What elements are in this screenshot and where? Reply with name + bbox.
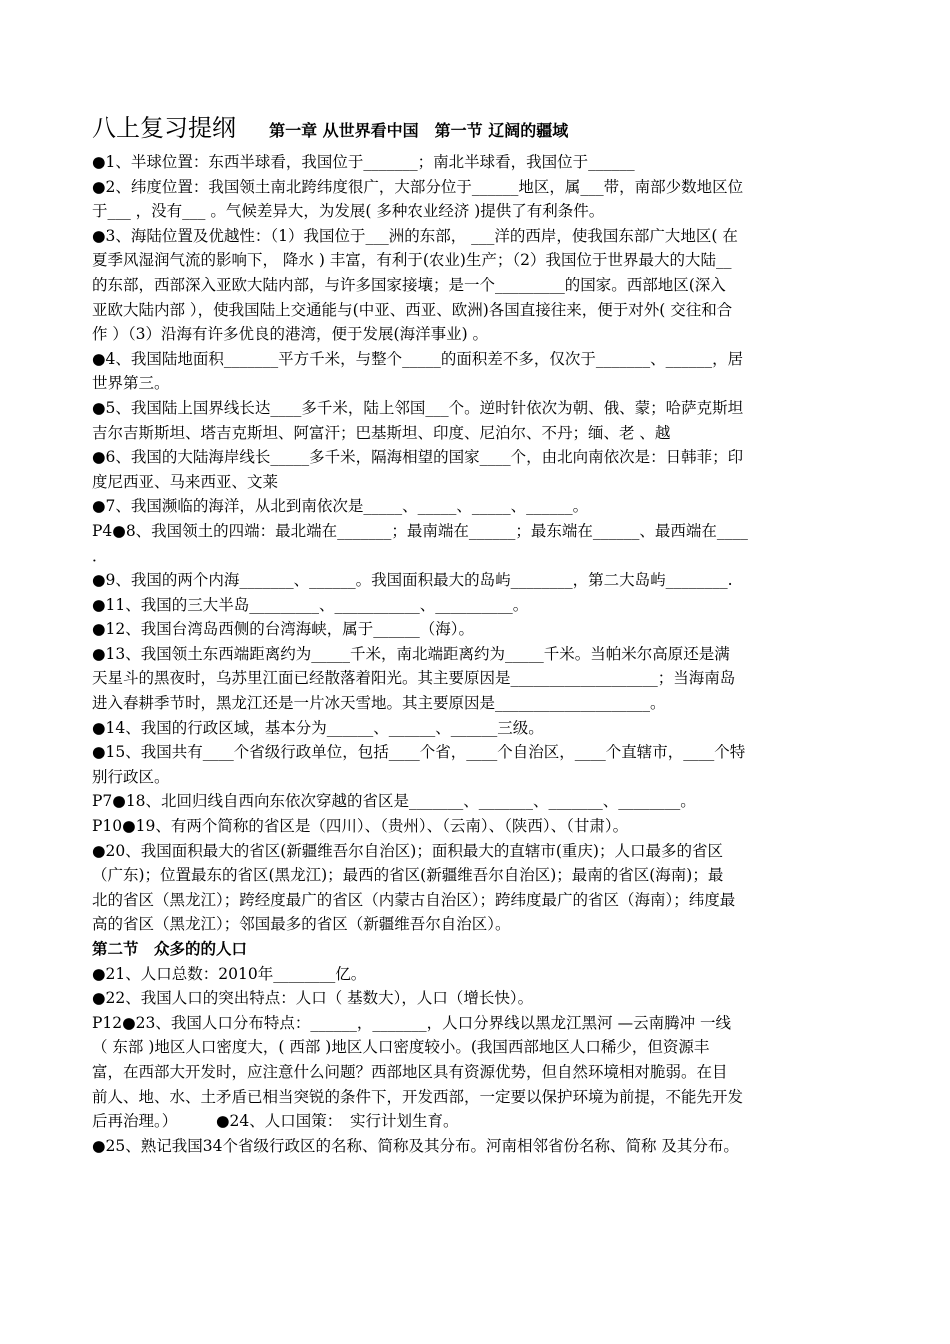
- outline-line: ●21、人口总数：2010年________亿。: [92, 964, 367, 983]
- outline-line: 亚欧大陆内部 ），使我国陆上交通能与(中亚、西亚、欧洲)各国直接往来，便于对外( 交往和合: [92, 300, 733, 319]
- outline-line: P7●18、北回归线自西向东依次穿越的省区是_______、_______、_______、________。: [92, 792, 696, 811]
- outline-line: 后再治理。） ●24、人口国策： 实行计划生育。: [92, 1112, 459, 1131]
- document-title: 八上复习提纲: [92, 114, 236, 142]
- outline-line: ●9、我国的两个内海_______、______。我国面积最大的岛屿________，第二大岛屿________.: [92, 571, 733, 590]
- outline-line: ●5、我国陆上国界线长达____多千米，陆上邻国___个。逆时针依次为朝、俄、蒙；哈萨克斯坦: [92, 398, 744, 417]
- outline-line: ●1、半球位置：东西半球看，我国位于_______；南北半球看，我国位于______: [92, 153, 635, 171]
- outline-line: P4●8、我国领土的四端：最北端在_______；最南端在______；最东端在______、最西端在____: [92, 521, 748, 540]
- title-line: [92, 108, 568, 143]
- outline-line: ●2、纬度位置：我国领土南北跨纬度很广，大部分位于______地区，属___带，南部少数地区位: [92, 177, 744, 196]
- outline-line: 高的省区（黑龙江）；邻国最多的省区（新疆维吾尔自治区）。: [92, 915, 511, 934]
- outline-line: ●20、我国面积最大的省区(新疆维吾尔自治区)；面积最大的直辖市(重庆)；人口最多的省区: [92, 841, 723, 860]
- outline-line: 于___ ，没有___ 。气候差异大，为发展( 多种农业经济 )提供了有利条件。: [92, 202, 605, 221]
- outline-line: ●11、我国的三大半岛_________、___________、__________。: [92, 595, 529, 614]
- outline-line: 进入春耕季节时，黑龙江还是一片冰天雪地。其主要原因是____________________。: [92, 694, 666, 713]
- outline-line: 前人、地、水、土矛盾已相当突锐的条件下，开发西部，一定要以保护环境为前提，不能先开发: [92, 1087, 744, 1106]
- outline-line: （广东)；位置最东的省区(黑龙江)；最西的省区(新疆维吾尔自治区)；最南的省区(海南)；最: [92, 866, 724, 885]
- outline-line: ．: [92, 546, 108, 565]
- outline-line: 北的省区（黑龙江）；跨经度最广的省区（内蒙古自治区）；跨纬度最广的省区（海南）；纬度最: [92, 890, 736, 909]
- outline-line: 吉尔吉斯斯坦、塔吉克斯坦、阿富汗；巴基斯坦、印度、尼泊尔、不丹；缅、老 、越: [92, 423, 671, 442]
- outline-line: ●15、我国共有____个省级行政单位，包括____个省，____个自治区，____个直辖市，____个特: [92, 743, 746, 762]
- outline-line: 夏季风湿润气流的影响下， 降水 ) 丰富，有利于(农业)生产；（2）我国位于世界最大的大陆__: [92, 251, 732, 270]
- outline-line: （ 东部 )地区人口密度大，( 西部 )地区人口密度较小。(我国西部地区人口稀少，但资源丰: [92, 1038, 710, 1057]
- outline-line: P12●23、我国人口分布特点：______，_______，人口分界线以黑龙江黑河 —云南腾冲 一线: [92, 1013, 732, 1032]
- outline-body: [92, 150, 867, 1158]
- outline-line: 别行政区。: [92, 767, 170, 786]
- outline-line: ●3、海陆位置及优越性：（1）我国位于___洲的东部， ___洋的西岸，使我国东部广大地区( 在: [92, 226, 738, 245]
- chapter-heading: 第一章 从世界看中国 第一节 辽阔的疆域: [269, 121, 569, 140]
- outline-line: 富，在西部大开发时，应注意什么问题？西部地区具有资源优势，但自然环境相对脆弱。在目: [92, 1062, 728, 1081]
- outline-line: 作 ）（3）沿海有许多优良的港湾，便于发展(海洋事业) 。: [92, 325, 489, 344]
- outline-line: P10●19、有两个简称的省区是（四川）、（贵州）、（云南）、（陕西）、（甘肃）。: [92, 817, 629, 836]
- outline-line: 世界第三。: [92, 374, 170, 393]
- outline-line: ●4、我国陆地面积_______平方千米，与整个_____的面积差不多，仅次于_______、______，居: [92, 349, 744, 368]
- outline-line: 天星斗的黑夜时，乌苏里江面已经散落着阳光。其主要原因是___________________；当海南岛: [92, 669, 736, 688]
- outline-line: 的东部，西部深入亚欧大陆内部，与许多国家接壤；是一个_________的国家。西部地区(深入: [92, 275, 726, 294]
- outline-line: ●22、我国人口的突出特点：人口（ 基数大），人口（增长快）。: [92, 989, 534, 1008]
- outline-line: ●14、我国的行政区域，基本分为______、______、______三级。: [92, 718, 544, 737]
- outline-line: ●12、我国台湾岛西侧的台湾海峡，属于______（海）。: [92, 620, 474, 639]
- outline-line: ●25、熟记我国34个省级行政区的名称、简称及其分布。河南相邻省份名称、简称 及其分布。: [92, 1136, 739, 1155]
- outline-line: ●6、我国的大陆海岸线长_____多千米，隔海相望的国家____个，由北向南依次是：日韩菲；印: [92, 448, 744, 467]
- outline-line: ●7、我国濒临的海洋，从北到南依次是_____、_____、_____、______。: [92, 497, 589, 516]
- outline-line: 度尼西亚、马来西亚、文莱: [92, 472, 279, 491]
- section-heading: 第二节 众多的的人口: [92, 940, 248, 958]
- outline-line: ●13、我国领土东西端距离约为_____千米，南北端距离约为_____千米。当帕米尔高原还是满: [92, 644, 730, 663]
